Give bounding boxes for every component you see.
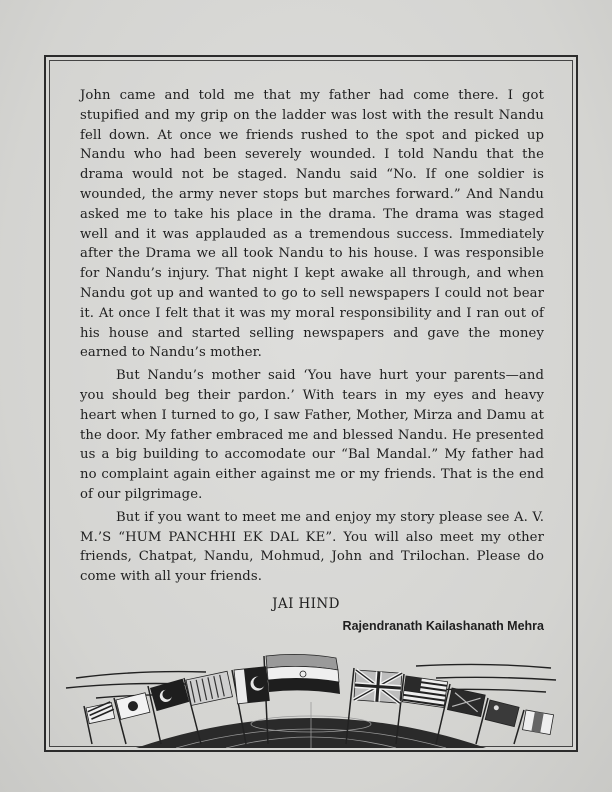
flag-11 xyxy=(523,710,554,735)
flag-9 xyxy=(447,688,485,717)
flag-5 xyxy=(234,667,269,704)
signature: Rajendranath Kailashanath Mehra xyxy=(342,619,544,633)
flag-6 xyxy=(266,654,340,694)
paragraph-3: But if you want to meet me and enjoy my story please see A. V. M.’S “HUM PANCHHI EK DAL KE”. You will also meet my other friends, Chatpat, Nandu, Mohmud, John and Trilochan. Please do come with all your friends. xyxy=(80,509,544,585)
flag-10 xyxy=(485,700,519,727)
flag-4 xyxy=(186,671,232,705)
flag-1 xyxy=(86,701,115,723)
paragraph-2: But Nandu’s mother said ‘You have hurt your parents—and you should beg their pardon.’ With tears in my eyes and heavy heart when I turned to go, I saw Father, Mother, Mirza and Damu at the door. My father embraced me and blessed Nandu. He presented us a big building to accomodate our “Bal Mandal.” My father had no complaint again either against me or my friends. That is the end of our pilgrimage. xyxy=(80,368,544,502)
flag-7 xyxy=(354,670,402,703)
closing-slogan: JAI HIND xyxy=(272,596,340,612)
flags-of-nations-illustration xyxy=(56,648,566,748)
flag-8 xyxy=(402,676,447,708)
paragraph-1: John came and told me that my father had come there. I got stupified and my grip on the ladder was lost with the result Nandu fell down. At once we friends rushed to the spot and picked up Nandu who had been severely wounded. I told Nandu that the drama would not be staged. Nandu said “No. If one soldier is wounded, the army never stops but marches forward.” And Nandu asked me to take his place in the drama. The drama was staged well and it was applauded as a tremendous success. Immediately after the Drama we all took Nandu to his house. I was responsible for Nandu’s injury. That night I kept awake all through, and when Nandu got up and wanted to go to sell newspapers I could not bear it. At once I felt that it was my moral responsibility and I ran out of his house and started selling newspapers and gave the money earned to Nandu’s mother. xyxy=(80,88,544,361)
story-text xyxy=(80,86,544,587)
